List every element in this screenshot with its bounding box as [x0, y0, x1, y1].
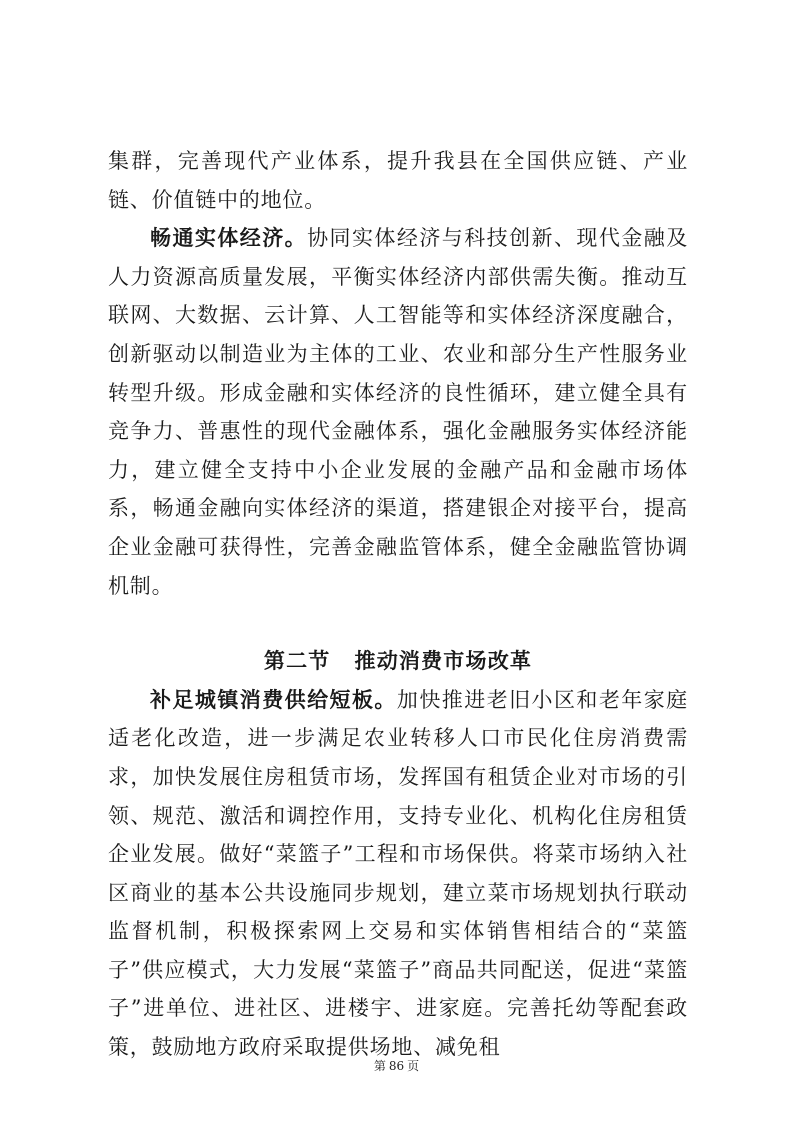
section-heading [108, 642, 688, 681]
page-footer [0, 1058, 793, 1074]
paragraph-text: 协同实体经济与科技创新、现代金融及人力资源高质量发展，平衡实体经济内部供需失衡。推动互联网、大数据、云计算、人工智能等和实体经济深度融合，创新驱动以制造业为主体的工业、农业和部分生产性服务业转型升级。形成金融和实体经济的良性循环，建立健全具有竞争力、普惠性的现代金融体系，强化金融服务实体经济能力，建立健全支持中小企业发展的金融产品和金融市场体系，畅通金融向实体经济的渠道，搭建银企对接平台，提高企业金融可获得性，完善金融监管体系，健全金融监管协调机制。 [108, 226, 688, 598]
section-title: 推动消费市场改革 [354, 648, 533, 674]
paragraph-text: 加快推进老旧小区和老年家庭适老化改造，进一步满足农业转移人口市民化住房消费需求，加快发展住房租赁市场，发挥国有租赁企业对市场的引领、规范、激活和调控作用，支持专业化、机构化住房租赁企业发展。做好“菜篮子”工程和市场保供。将菜市场纳入社区商业的基本公共设施同步规划，建立菜市场规划执行联动监督机制，积极探索网上交易和实体销售相结合的“菜篮子”供应模式，大力发展“菜篮子”商品共同配送，促进“菜篮子”进单位、进社区、进楼宇、进家庭。完善托幼等配套政策，鼓励地方政府采取提供场地、减免租 [108, 687, 688, 1060]
paragraph-lead-heading: 补足城镇消费供给短板。 [150, 686, 397, 712]
section-number: 第二节 [263, 648, 331, 674]
paragraph-lead-heading: 畅通实体经济。 [150, 225, 308, 251]
page-number-suffix: 页 [407, 1059, 420, 1073]
page-number-prefix: 第 [373, 1059, 386, 1073]
page-number: 86 [388, 1059, 405, 1073]
paragraph-continuation [108, 142, 688, 219]
document-body [108, 142, 688, 1067]
paragraph-real-economy [108, 219, 688, 605]
paragraph-text: 集群，完善现代产业体系，提升我县在全国供应链、产业链、价值链中的地位。 [108, 149, 688, 212]
paragraph-consumption-supply [108, 681, 688, 1067]
